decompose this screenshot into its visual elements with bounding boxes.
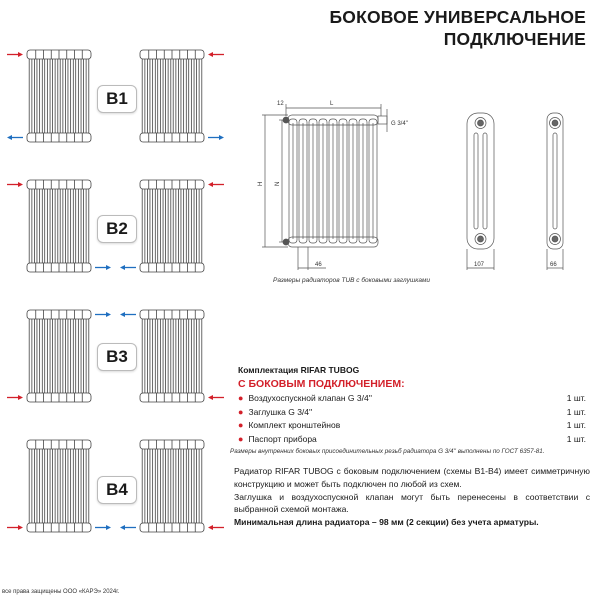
arrow-left-icon [120, 525, 136, 530]
scheme-label-b2: B2 [97, 215, 137, 243]
scheme-label-b1: B1 [97, 85, 137, 113]
radiator-left-b4 [27, 440, 91, 532]
radiator-right-b2 [140, 180, 204, 272]
kit-item-qty: 1 шт. [566, 406, 586, 417]
arrow-right-icon [95, 312, 111, 317]
arrow-right-icon [95, 525, 111, 530]
kit-item [238, 406, 586, 420]
arrow-right-icon [7, 52, 23, 57]
bullet-icon: ● [238, 433, 244, 444]
arrow-left-icon [208, 182, 224, 187]
kit-subheading: С БОКОВЫМ ПОДКЛЮЧЕНИЕМ: [238, 378, 405, 390]
kit-item [238, 419, 586, 433]
dim-h: H [258, 181, 264, 186]
kit-item-name: Паспорт прибора [248, 433, 317, 444]
thread-note: Размеры внутренних боковых присоединительных резьб радиатора G 3/4'' выполнены по ГОСТ 6357-81. [230, 448, 545, 455]
radiator-right-b1 [140, 50, 204, 142]
radiator-left-b3 [27, 310, 91, 402]
arrow-right-icon [7, 395, 23, 400]
arrow-left-icon [208, 525, 224, 530]
kit-item-qty: 1 шт. [566, 433, 586, 444]
technical-drawing [250, 90, 600, 290]
radiator-side-view-1-column [547, 113, 563, 270]
dim-107: 107 [474, 262, 485, 268]
radiator-left-b1 [27, 50, 91, 142]
description-p2: Заглушка и воздухоспускной клапан могут быть перенесены в соответствии с выбранной схемой монтажа. [234, 491, 590, 515]
kit-item [238, 433, 586, 447]
radiator-left-b2 [27, 180, 91, 272]
page-title [329, 6, 586, 50]
arrow-left-icon [7, 135, 23, 140]
scheme-label-b3: B3 [97, 343, 137, 371]
kit-item [238, 392, 586, 406]
dim-66: 66 [550, 262, 557, 268]
bullet-icon: ● [238, 420, 244, 430]
radiator-side-view-3-column [467, 113, 494, 270]
kit-item-qty: 1 шт. [566, 420, 586, 430]
description [234, 465, 590, 529]
kit-item-name: Комплект кронштейнов [248, 420, 341, 430]
description-p1: Радиатор RIFAR TUBOG с боковым подключением (схемы В1-В4) имеет симметричную конструкцию и может быть подключен по любой из схем. [234, 466, 590, 489]
drawing-caption: Размеры радиаторов TUB с боковыми заглушками [273, 277, 431, 284]
description-min-length: Минимальная длина радиатора – 98 мм (2 секции) без учета арматуры. [234, 517, 539, 528]
arrow-right-icon [95, 265, 111, 270]
title-line-1: БОКОВОЕ УНИВЕРСАЛЬНОЕ [329, 7, 586, 27]
copyright: все права защищены ООО «КАРЭ» 2024г. [2, 589, 120, 595]
thread-label: G 3/4'' [391, 121, 408, 127]
kit-heading: Комплектация RIFAR TUBOG [238, 365, 360, 375]
arrow-left-icon [208, 52, 224, 57]
radiator-front-view [262, 104, 563, 270]
scheme-label-b4: B4 [97, 476, 137, 504]
dim-l: L [330, 101, 334, 107]
kit-item-name: Воздухоспускной клапан G 3/4'' [248, 393, 372, 403]
arrow-right-icon [7, 182, 23, 187]
kit-item-qty: 1 шт. [566, 393, 586, 403]
arrow-left-icon [120, 312, 136, 317]
connection-schemes [0, 0, 230, 560]
dim-12: 12 [277, 101, 284, 107]
arrow-right-icon [7, 525, 23, 530]
arrow-right-icon [208, 135, 224, 140]
title-line-2: ПОДКЛЮЧЕНИЕ [443, 29, 586, 49]
radiator-right-b3 [140, 310, 204, 402]
radiator-right-b4 [140, 440, 204, 532]
bullet-icon: ● [238, 406, 244, 417]
kit-section [238, 365, 586, 446]
bullet-icon: ● [238, 393, 244, 403]
dim-n: N [275, 181, 281, 186]
arrow-left-icon [208, 395, 224, 400]
kit-item-name: Заглушка G 3/4'' [248, 406, 313, 417]
arrow-left-icon [120, 265, 136, 270]
dim-46: 46 [315, 262, 322, 268]
